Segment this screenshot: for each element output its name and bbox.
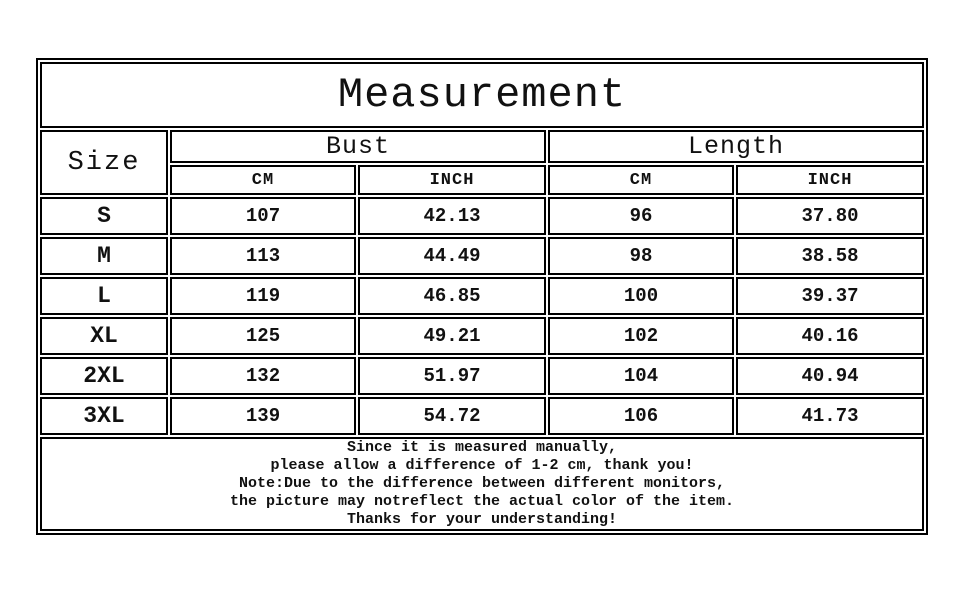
length-inch-value: 41.73	[736, 397, 924, 435]
column-header-bust-inch: INCH	[358, 165, 546, 195]
size-label: 2XL	[40, 357, 168, 395]
length-inch-value: 40.94	[736, 357, 924, 395]
length-inch-value: 40.16	[736, 317, 924, 355]
length-cm-value: 98	[548, 237, 734, 275]
length-inch-value: 37.80	[736, 197, 924, 235]
bust-inch-value: 44.49	[358, 237, 546, 275]
size-label: S	[40, 197, 168, 235]
bust-cm-value: 119	[170, 277, 356, 315]
table-row	[40, 357, 924, 395]
size-label: 3XL	[40, 397, 168, 435]
length-cm-value: 102	[548, 317, 734, 355]
size-label: M	[40, 237, 168, 275]
column-header-length: Length	[548, 130, 924, 163]
bust-inch-value: 51.97	[358, 357, 546, 395]
table-row	[40, 237, 924, 275]
bust-cm-value: 107	[170, 197, 356, 235]
length-inch-value: 39.37	[736, 277, 924, 315]
note-line: Thanks for your understanding!	[346, 511, 618, 528]
column-header-bust-cm: CM	[170, 165, 356, 195]
note-row	[40, 437, 924, 531]
length-cm-value: 104	[548, 357, 734, 395]
measurement-sheet	[36, 58, 928, 535]
column-header-bust: Bust	[170, 130, 546, 163]
column-header-length-inch: INCH	[736, 165, 924, 195]
bust-inch-value: 46.85	[358, 277, 546, 315]
size-label: XL	[40, 317, 168, 355]
bust-cm-value: 113	[170, 237, 356, 275]
unit-header-row	[40, 165, 924, 195]
bust-inch-value: 42.13	[358, 197, 546, 235]
table-row	[40, 397, 924, 435]
length-cm-value: 106	[548, 397, 734, 435]
measurement-note	[40, 437, 924, 531]
length-cm-value: 100	[548, 277, 734, 315]
title-row	[40, 62, 924, 128]
measurement-table	[36, 58, 928, 535]
bust-cm-value: 125	[170, 317, 356, 355]
length-cm-value: 96	[548, 197, 734, 235]
column-header-size: Size	[40, 130, 168, 195]
note-line: Note:Due to the difference between different monitors,	[238, 475, 726, 492]
note-line: Since it is measured manually,	[346, 439, 618, 456]
size-label: L	[40, 277, 168, 315]
note-line: the picture may notreflect the actual color of the item.	[229, 493, 735, 510]
group-header-row	[40, 130, 924, 163]
length-inch-value: 38.58	[736, 237, 924, 275]
column-header-length-cm: CM	[548, 165, 734, 195]
bust-inch-value: 49.21	[358, 317, 546, 355]
bust-cm-value: 139	[170, 397, 356, 435]
page-title: Measurement	[40, 62, 924, 128]
bust-inch-value: 54.72	[358, 397, 546, 435]
bust-cm-value: 132	[170, 357, 356, 395]
table-row	[40, 277, 924, 315]
table-row	[40, 317, 924, 355]
note-line: please allow a difference of 1-2 cm, thank you!	[270, 457, 694, 474]
table-row	[40, 197, 924, 235]
